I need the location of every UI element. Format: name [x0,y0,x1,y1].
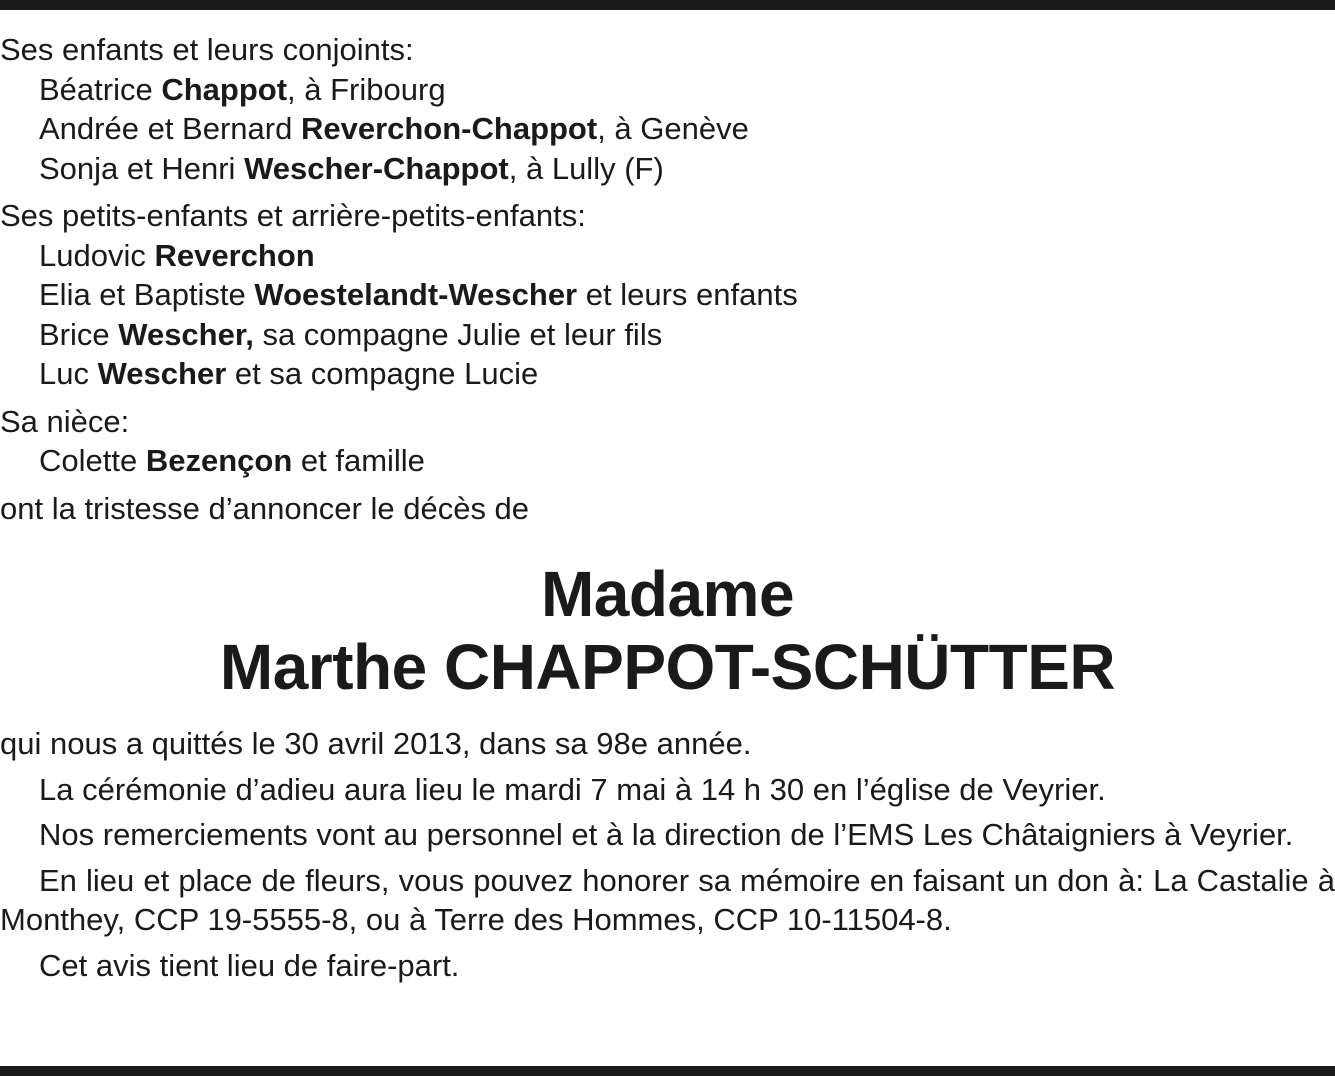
family-entry: Elia et Baptiste Woestelandt-Wescher et leurs enfants [39,277,798,312]
family-entry: Brice Wescher, sa compagne Julie et leur fils [39,316,663,352]
announcement-line: ont la tristesse d’annoncer le décès de [0,490,530,526]
family-entry: Ludovic Reverchon [39,237,315,273]
family-surname: Chappot [161,71,288,107]
ceremony-paragraph: La cérémonie d’adieu aura lieu le mardi 7 mai à 14 h 30 en l’église de Veyrier. [39,771,1106,807]
family-entry: Colette Bezençon et famille [39,443,425,478]
children-section [0,30,1335,188]
deceased-title: Madame [540,558,795,630]
grandchildren-section [0,196,1335,394]
family-entry: Andrée et Bernard Reverchon-Chappot, à Genève [39,111,749,146]
deceased-name-block [0,558,1335,704]
children-heading: Ses enfants et leurs conjoints: [0,32,414,67]
grandchildren-heading: Ses petits-enfants et arrière-petits-enfants: [0,198,586,233]
family-surname: Wescher-Chappot [244,150,509,186]
top-rule [0,0,1335,10]
family-entry: Béatrice Chappot, à Fribourg [39,71,446,107]
family-surname: Bezençon [145,443,293,478]
notice-paragraph: Cet avis tient lieu de faire-part. [39,947,460,983]
family-entry: Sonja et Henri Wescher-Chappot, à Lully (F) [39,150,664,186]
donation-paragraph: En lieu et place de fleurs, vous pouvez honorer sa mémoire en faisant un don à: La Castalie à Monthey, CCP 19-5555-8, ou à Terre des Hommes, CCP 10-11504-8. [0,862,1335,937]
thanks-paragraph: Nos remerciements vont au personnel et à la direction de l’EMS Les Châtaigniers à Veyrier. [39,817,1294,852]
family-surname: Reverchon [154,237,315,273]
niece-section [0,402,1335,481]
family-surname: Wescher [97,356,227,391]
passing-date-paragraph: qui nous a quittés le 30 avril 2013, dans sa 98e année. [0,726,752,761]
family-surname: Reverchon-Chappot [300,111,598,146]
family-entry: Luc Wescher et sa compagne Lucie [39,356,539,391]
deceased-name: Marthe CHAPPOT-SCHÜTTER [219,631,1116,703]
obituary-notice [0,30,1335,985]
family-surname: Woestelandt-Wescher [254,277,578,312]
family-surname: Wescher, [118,316,254,352]
bottom-rule [0,1066,1335,1076]
niece-heading: Sa nièce: [0,403,130,439]
